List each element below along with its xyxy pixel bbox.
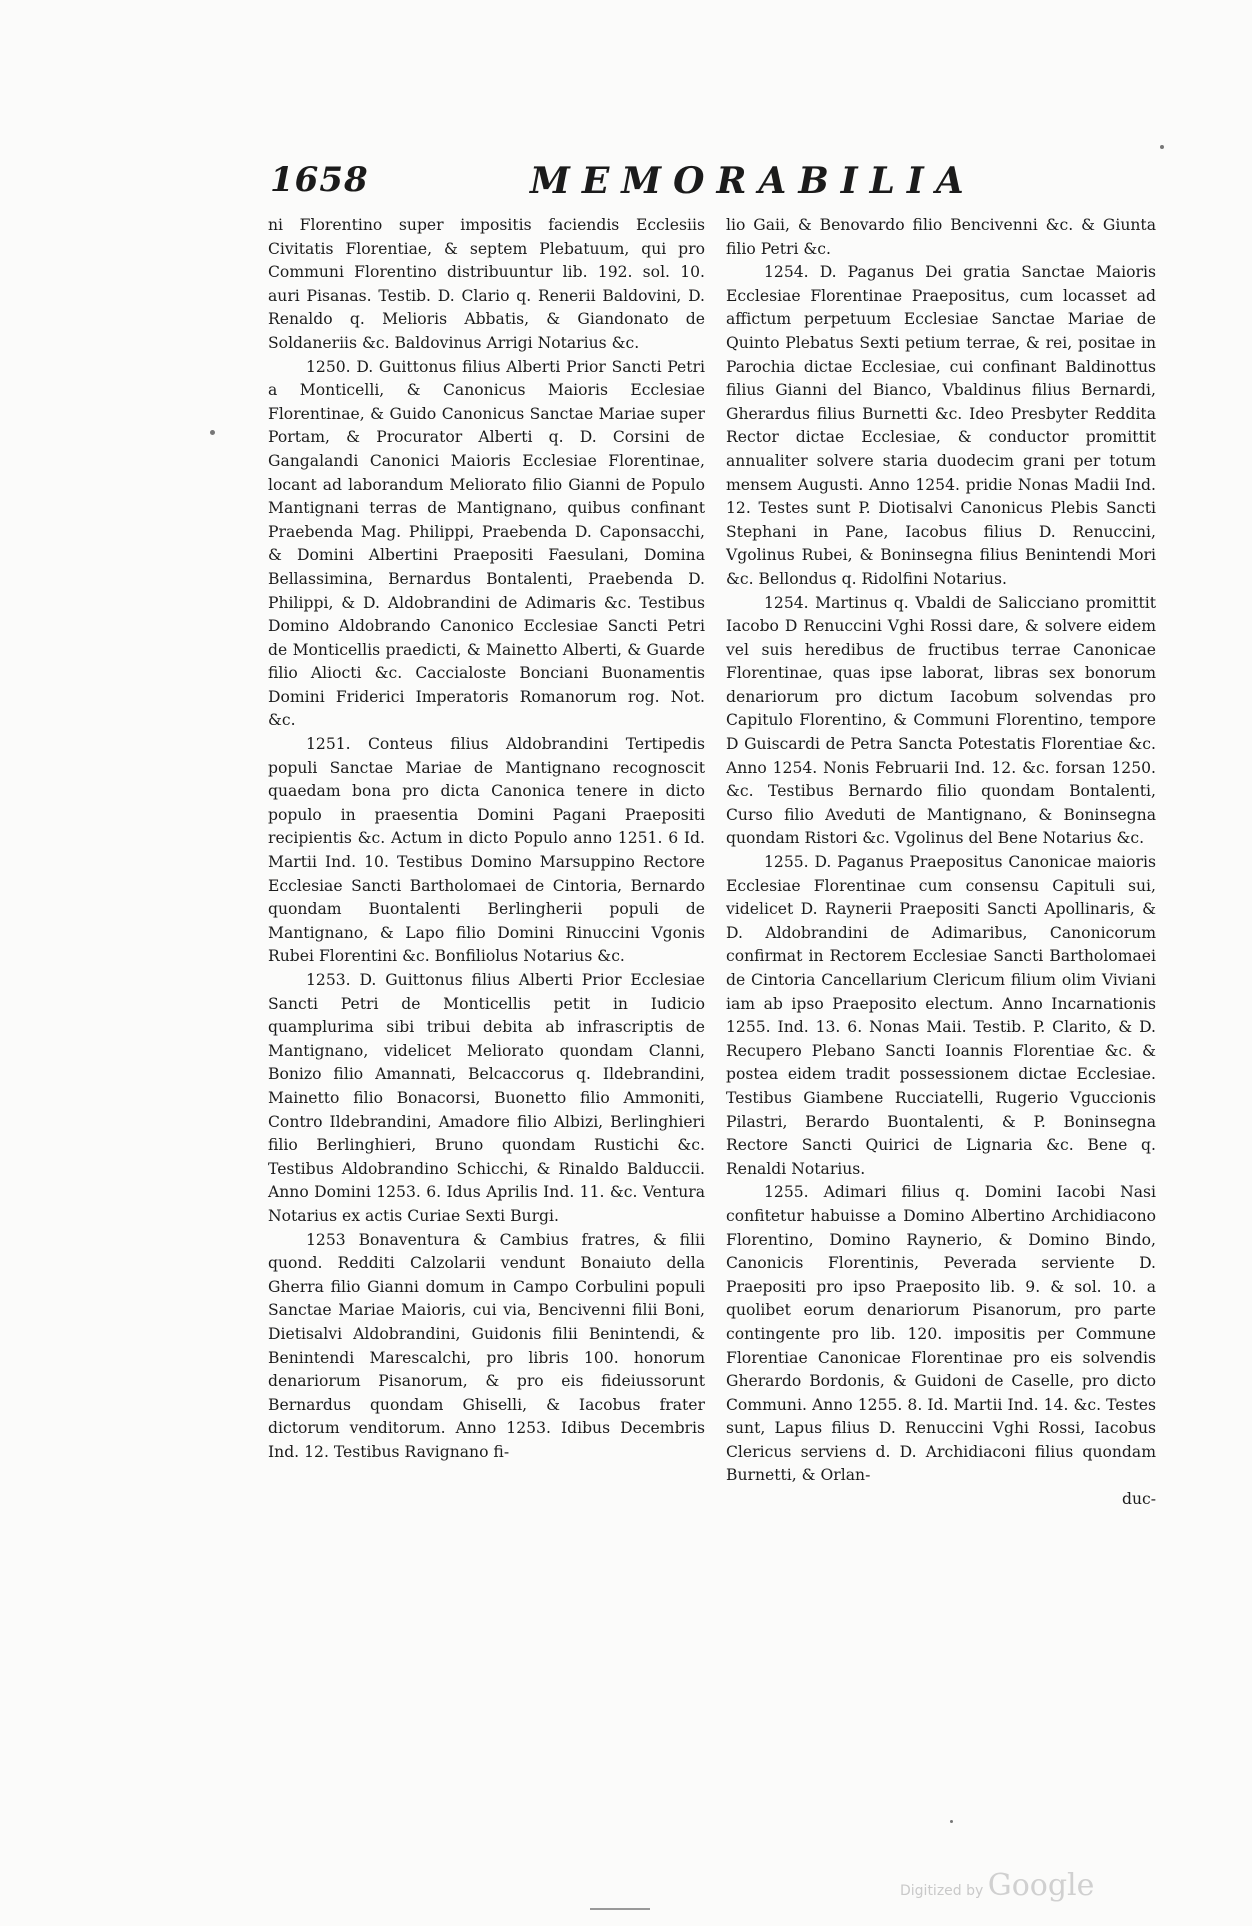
ink-speck xyxy=(950,1820,953,1823)
paragraph: 1255. Adimari filius q. Domini Iacobi Nasi confitetur habuisse a Domino Albertino Archidiacono Florentino, Domino Raynerio, & Domino Bindo, Canonicis Florentinis, Peverada serviente D. Praepositi pro ipso Praeposito lib. 9. & sol. 10. a quolibet eorum denariorum Pisanorum, pro parte contingente pro lib. 120. impositis per Commune Florentiae Canonicae Florentinae pro eis solvendis Gherardo Bordonis, & Guidoni de Caselle, pro dicto Communi. Anno 1255. 8. Id. Martii Ind. 14. &c. Testes sunt, Lapus filius D. Renuccini Vghi Rossi, Iacobus Clericus serviens d. D. Archidiaconi filius quondam Burnetti, & Orlan- xyxy=(726,1183,1156,1485)
paragraph: 1251. Conteus filius Aldobrandini Tertipedis populi Sanctae Mariae de Mantignano recognoscit quaedam bona pro dicta Canonica tenere in dicto populo in praesentia Domini Pagani Praepositi recipientis &c. Actum in dicto Populo anno 1251. 6 Id. Martii Ind. 10. Testibus Domino Marsuppino Rectore Ecclesiae Sancti Bartholomaei de Cintoria, Bernardo quondam Buontalenti Berlingherii populi de Mantignano, & Lapo filio Domini Rinuccini Vgonis Rubei Florentini &c. Bonfiliolus Notarius &c. xyxy=(268,735,705,966)
paragraph: ni Florentino super impositis faciendis Ecclesiis Civitatis Florentiae, & septem Plebatuum, qui pro Communi Florentino distribuuntur lib. 192. sol. 10. auri Pisanas. Testib. D. Clario q. Renerii Baldovini, D. Renaldo q. Melioris Abbatis, & Giandonato de Soldaneriis &c. Baldovinus Arrigi Notarius &c. xyxy=(268,216,705,352)
catchword: duc- xyxy=(1121,1490,1156,1509)
watermark-label: Digitized by xyxy=(900,1883,984,1899)
paragraph: 1253. D. Guittonus filius Alberti Prior Ecclesiae Sancti Petri de Monticellis petit in Iudicio quamplurima sibi tribui debita ab infrascriptis de Mantignano, videlicet Meliorato quondam Clanni, Bonizo filio Amannati, Belcaccorus q. Ildebrandini, Mainetto filio Bonacorsi, Buonetto filio Ammoniti, Contro Ildebrandini, Amadore filio Albizi, Berlinghieri filio Berlinghieri, Bruno quondam Rustichi &c. Testibus Aldobrandino Schicchi, & Rinaldo Balduccii. Anno Domini 1253. 6. Idus Aprilis Ind. 11. &c. Ventura Notarius ex actis Curiae Sexti Burgi. xyxy=(268,971,705,1225)
right-column xyxy=(726,214,1156,1512)
paragraph: 1255. D. Paganus Praepositus Canonicae maioris Ecclesiae Florentinae cum consensu Capituli sui, videlicet D. Raynerii Praepositi Sancti Apollinaris, & D. Aldobrandini de Adimaribus, Canonicorum confirmat in Rectorem Ecclesiae Sancti Bartholomaei de Cintoria Cancellarium Clericum filium olim Viviani iam ab ipso Praeposito electum. Anno Incarnationis 1255. Ind. 13. 6. Nonas Maii. Testib. P. Clarito, & D. Recupero Plebano Sancti Ioannis Florentiae &c. & postea eidem tradit possessionem dictae Ecclesiae. Testibus Giambene Rucciatelli, Rugerio Vguccionis Pilastri, Berardo Buontalenti, & P. Boninsegna Rectore Sancti Quirici de Lignaria &c. Bene q. Renaldi Notarius. xyxy=(726,853,1156,1178)
paragraph: 1254. Martinus q. Vbaldi de Saliccianо promittit Iacobo D Renuccini Vghi Rossi dare, & solvere eidem vel suis heredibus de fructibus terrae Canonicae Florentinae, quas ipse laborat, libras sex bonorum denariorum pro dictum Iacobum solvendas pro Capitulo Florentino, & Communi Florentino, tempore D Guiscardi de Petra Sancta Potestatis Florentiae &c. Anno 1254. Nonis Februarii Ind. 12. &c. forsan 1250. &c. Testibus Bernardo filio quondam Bontalenti, Curso filio Aveduti de Mantignano, & Boninsegna quondam Ristori &c. Vgolinus del Bene Notarius &c. xyxy=(726,593,1156,848)
left-column xyxy=(268,214,705,1464)
digitized-watermark xyxy=(900,1868,1094,1903)
paragraph: lio Gaii, & Benovardo filio Bencivenni &c. & Giunta filio Petri &c. xyxy=(726,216,1156,258)
paragraph: 1250. D. Guittonus filius Alberti Prior Sancti Petri a Monticelli, & Canonicus Maioris Ecclesiae Florentinae, & Guido Canonicus Sanctae Mariae super Portam, & Procurator Alberti q. D. Corsini de Gangalandi Canonici Maioris Ecclesiae Florentinae, locant ad laborandum Meliorato filio Gianni de Populo Mantignani terras de Mantignano, quibus confinant Praebenda Mag. Philippi, Praebenda D. Caponsacchi, & Domini Albertini Praepositi Faesulani, Domina Bellassimina, Bernardus Bontalenti, Praebenda D. Philippi, & D. Aldobrandini de Adimaris &c. Testibus Domino Aldobrando Canonico Ecclesiae Sancti Petri de Monticellis praedicti, & Mainetto Alberti, & Guarde filio Aliocti &c. Caccialoste Bonciani Buonamentis Domini Friderici Imperatoris Romanorum rog. Not. &c. xyxy=(268,357,705,730)
paragraph: 1253 Bonaventura & Cambius fratres, & filii quond. Redditi Calzolarii vendunt Bonaiuto della Gherra filio Gianni domum in Campo Corbulini populi Sanctae Mariae Maioris, cui via, Bencivenni filii Boni, Dietisalvi Aldobrandini, Guidonis filii Benintendi, & Benintendi Marescalchi, pro libris 100. honorum denariorum Pisanorum, & pro eis fideiussorunt Bernardus quondam Ghiselli, & Iacobus frater dictorum venditorum. Anno 1253. Idibus Decembris Ind. 12. Testibus Ravignano fi- xyxy=(268,1230,705,1461)
running-title: MEMORABILIA xyxy=(530,160,976,202)
scan-mark xyxy=(590,1908,650,1910)
paragraph: 1254. D. Paganus Dei gratia Sanctae Maioris Ecclesiae Florentinae Praepositus, cum locasset ad affictum perpetuum Ecclesiae Sanctae Mariae de Quinto Plebatus Sexti petium terrae, & rei, positae in Parochia dictae Ecclesiae, cui confinant Baldinottus filius Gianni del Bianco, Vbaldinus filius Bernardi, Gherardus filius Burnetti &c. Ideo Presbyter Reddita Rector dictae Ecclesiae, & conductor promittit annualiter solvere staria duodecim grani per totum mensem Augusti. Anno 1254. pridie Nonas Madii Ind. 12. Testes sunt P. Diotisalvi Canonicus Plebis Sancti Stephani in Pane, Iacobus filius D. Renuccini, Vgolinus Rubei, & Boninsegna filius Benintendi Mori &c. Bellondus q. Ridolfini Notarius. xyxy=(726,263,1156,588)
page-number: 1658 xyxy=(270,160,369,200)
ink-speck xyxy=(210,430,215,435)
ink-speck xyxy=(1160,145,1164,149)
watermark-brand: Google xyxy=(987,1868,1095,1903)
